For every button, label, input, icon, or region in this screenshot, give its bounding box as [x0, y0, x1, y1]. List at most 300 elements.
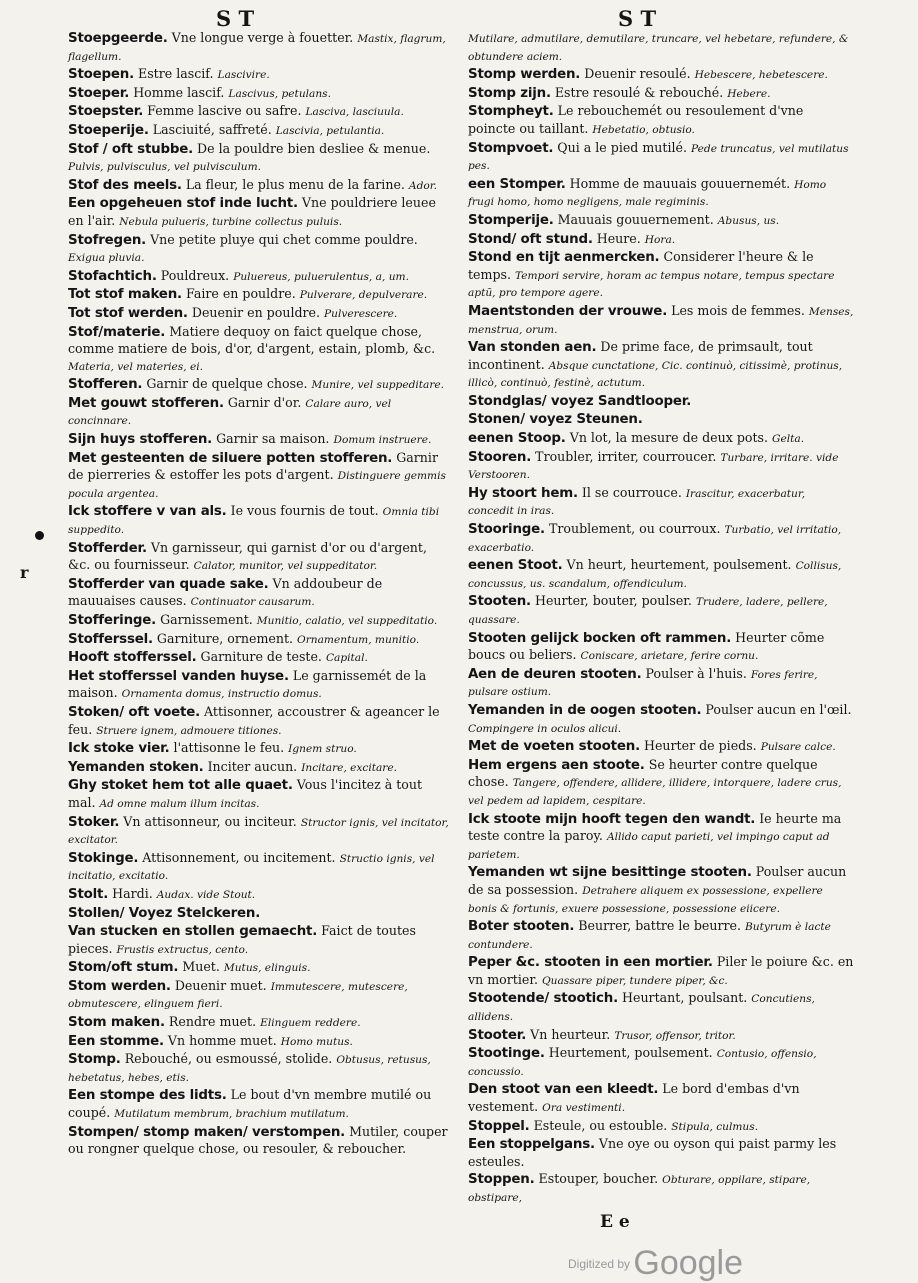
watermark-prefix: Digitized by [568, 1257, 631, 1271]
entry-headword: Stoeper. [68, 85, 130, 101]
entry-headword: Stoepgeerde. [68, 31, 168, 46]
entry-headword: Stom maken. [68, 1015, 165, 1031]
entry-french: Femme lascive ou safre. [147, 103, 302, 119]
entry-french: Poulser aucun de sa possession. [468, 864, 847, 897]
entry-french: Garnir de quelque chose. [146, 376, 308, 392]
dictionary-entry [468, 485, 854, 520]
entry-latin: Ador. [408, 179, 437, 192]
entry-latin: Structor ignis, vel incitator, excitator. [68, 816, 449, 847]
entry-french: Estre resoulé & rebouché. [554, 84, 724, 100]
entry-french: Il se courrouce. [581, 484, 682, 500]
entry-french: Garnir de pierreries & estoffer les pots d'argent. [68, 449, 438, 483]
entry-latin: Contusio, offensio, concussio. [468, 1048, 817, 1078]
entry-latin: Capital. [325, 652, 368, 665]
dictionary-entry [68, 450, 452, 503]
entry-headword: Maentstonden der vrouwe. [468, 303, 668, 319]
entry-headword: Stomp. [68, 1052, 121, 1068]
entry-headword: eenen Stoop. [468, 431, 566, 447]
entry-headword: Stond en tijt aenmercken. [468, 250, 660, 266]
entry-headword: Tot stof maken. [68, 287, 182, 303]
dictionary-entry [68, 959, 452, 977]
dictionary-entry [68, 649, 452, 667]
entry-headword: Stolt. [68, 886, 109, 902]
entry-headword: Stooren. [468, 449, 532, 465]
entry-latin: Mutilatum membrum, brachium mutilatum. [114, 1108, 349, 1121]
entry-french: Muet. [182, 959, 220, 975]
entry-latin: Distinguere gemmis pocula argentea. [68, 470, 446, 500]
entry-french: Ie heurte ma teste contre la paroy. [468, 810, 842, 844]
entry-headword: Met gouwt stofferen. [68, 395, 224, 411]
entry-latin: Audax. vide Stout. [156, 888, 256, 901]
entry-latin: Quassare piper, tundere piper, &c. [541, 974, 728, 987]
entry-headword: een Stomper. [468, 176, 566, 192]
entry-latin: Omnia tibi suppedito. [68, 506, 440, 537]
entry-headword: Stooringe. [468, 522, 545, 538]
entry-headword: Een stomme. [68, 1033, 164, 1049]
entry-headword: Stoepen. [68, 67, 135, 83]
entry-french: Vn heurt, heurtement, poulsement. [566, 557, 792, 573]
dictionary-entry [68, 668, 452, 703]
entry-french: Heurtant, poulsant. [622, 990, 748, 1006]
dictionary-entry [468, 1118, 854, 1136]
entry-latin: Abusus, us. [717, 214, 780, 227]
entry-headword: Stootende/ stootich. [468, 991, 618, 1007]
entry-french: Vn homme muet. [167, 1032, 277, 1048]
entry-headword: Sijn huys stofferen. [68, 432, 213, 448]
entry-latin: Munitio, calatio, vel suppeditatio. [256, 615, 438, 627]
entry-headword: Stollen/ Voyez Stelckeren. [68, 905, 261, 921]
entry-latin: Absque cunctatione, Cic. continuò, citissimè, protinus, illicò, continuò, festinè, actutum. [468, 359, 843, 390]
entry-french: Les mois de femmes. [671, 302, 805, 318]
dictionary-entry [68, 576, 452, 611]
dictionary-entry [468, 303, 854, 338]
entry-latin: Lascivire. [217, 69, 270, 82]
entry-latin: Turbatio, vel irritatio, exacerbatio. [468, 524, 842, 554]
entry-latin: Compingere in oculos alicui. [468, 722, 622, 735]
entry-headword: Yemanden in de oogen stooten. [468, 702, 702, 718]
dictionary-entry [468, 918, 854, 953]
dictionary-entry [68, 431, 452, 449]
dictionary-entry [468, 339, 854, 392]
entry-latin: Exigua pluvia. [68, 252, 145, 265]
entry-latin: Homo mutus. [280, 1035, 353, 1048]
dictionary-entry [468, 85, 854, 103]
entry-headword: Stoeperije. [68, 122, 149, 138]
entry-latin: Lasciva, lasciuula. [305, 106, 404, 119]
dictionary-entry [68, 886, 452, 904]
dictionary-entry [68, 850, 452, 885]
dictionary-entry [468, 1027, 854, 1045]
dictionary-entry [468, 521, 854, 556]
entry-french: Garnissement. [160, 612, 253, 627]
entry-french: Ie vous fournis de tout. [230, 503, 379, 519]
entry-headword: Stofferssel. [68, 631, 153, 647]
entry-french: Faire en pouldre. [185, 286, 296, 302]
dictionary-entry [68, 777, 452, 812]
dictionary-entry [468, 1081, 854, 1116]
entry-french: Considerer l'heure & le temps. [468, 249, 814, 282]
margin-mark: r [20, 563, 29, 582]
entry-french: La fleur, le plus menu de la farine. [185, 176, 405, 192]
entry-french: Beurrer, battre le beurre. [578, 918, 741, 934]
entry-headword: Ghy stoket hem tot alle quaet. [68, 778, 293, 794]
entry-latin: Elinguem reddere. [260, 1017, 361, 1030]
entry-french: Hardi. [112, 885, 153, 901]
entry-latin: Detrahere aliquem ex possessione, expellere bonis & fortunis, exuere possessione, possessione eiicere. [468, 884, 823, 915]
dictionary-entry [468, 30, 854, 65]
entry-headword: Stomperije. [468, 212, 554, 228]
entry-headword: Ick stoote mijn hooft tegen den wandt. [468, 811, 756, 827]
dictionary-entry [468, 212, 854, 230]
entry-headword: Tot stof werden. [68, 305, 188, 321]
watermark-brand: Google [633, 1244, 744, 1282]
entry-latin: Concutiens, allidens. [468, 993, 815, 1024]
signature-mark: E e [600, 1212, 630, 1232]
entry-headword: Stofachtich. [68, 268, 157, 284]
entry-headword: Stooten gelijck bocken oft rammen. [468, 630, 732, 646]
entry-latin: Domum instruere. [333, 434, 432, 447]
entry-headword: Stomp zijn. [468, 85, 551, 101]
entry-headword: Hooft stofferssel. [68, 650, 197, 666]
dictionary-entry [68, 978, 452, 1013]
entry-headword: Stof/materie. [68, 324, 166, 340]
entry-headword: Hem ergens aen stoote. [468, 757, 645, 773]
entry-french: Rebouché, ou esmoussé, stolide. [124, 1051, 333, 1067]
entry-headword: Stof / oft stubbe. [68, 141, 194, 157]
entry-latin: Ignem struo. [288, 743, 357, 756]
entry-headword: Ick stoffere v van als. [68, 504, 227, 520]
entry-headword: Een stompe des lidts. [68, 1088, 227, 1104]
right-column [468, 30, 854, 1208]
entry-french: Vous l'incitez à tout mal. [68, 777, 423, 810]
entry-latin: Obtusus, retusus, hebetatus, hebes, etis. [68, 1054, 431, 1084]
entry-latin: Ad omne malum illum incitas. [99, 797, 260, 810]
entry-headword: Stof des meels. [68, 177, 182, 193]
entry-french: Homme lascif. [133, 84, 225, 100]
dictionary-entry [68, 612, 452, 630]
entry-latin: Calare auro, vel concinnare. [68, 397, 392, 428]
entry-headword: Stompvoet. [468, 140, 554, 156]
entry-french: Vn heurteur. [530, 1026, 611, 1042]
dictionary-entry [468, 811, 854, 864]
dictionary-entry [68, 704, 452, 739]
entry-french: Qui a le pied mutilé. [557, 139, 687, 155]
entry-latin: Frustis extructus, cento. [116, 943, 249, 956]
entry-french: Heurter, bouter, poulser. [534, 593, 692, 609]
dictionary-entry [68, 232, 452, 267]
entry-latin: Structio ignis, vel incitatio, excitatio. [68, 852, 435, 883]
entry-headword: Yemanden wt sijne besittinge stooten. [468, 865, 752, 881]
entry-french: Estouper, boucher. [538, 1171, 659, 1187]
entry-headword: Een opgeheuen stof inde lucht. [68, 196, 298, 212]
entry-headword: Met de voeten stooten. [468, 739, 640, 755]
entry-french: Vn garnisseur, qui garnist d'or ou d'argent, &c. ou fournisseur. [68, 539, 427, 573]
entry-french: l'attisonne le feu. [173, 740, 285, 756]
entry-latin: Homo frugi homo, homo negligens, male regiminis. [468, 178, 827, 209]
entry-headword: Stoker. [68, 814, 120, 830]
entry-headword: Stofregen. [68, 232, 147, 248]
entry-french: Poulser à l'huis. [645, 665, 747, 681]
running-head-left: S T [216, 6, 255, 31]
dictionary-entry [68, 376, 452, 394]
entry-french: Deuenir en pouldre. [191, 304, 321, 320]
entry-headword: Stompheyt. [468, 104, 554, 120]
dictionary-entry [68, 1014, 452, 1032]
entry-headword: Stom/oft stum. [68, 960, 179, 976]
entry-latin: Ornamentum, munitio. [297, 633, 420, 646]
entry-latin: Pede truncatus, vel mutilatus pes. [468, 142, 849, 173]
entry-headword: Stokinge. [68, 850, 139, 866]
dictionary-entry [68, 103, 452, 121]
entry-headword: Stofferinge. [68, 613, 157, 628]
dictionary-entry [68, 286, 452, 304]
entry-latin: Menses, menstrua, orum. [468, 305, 854, 336]
entry-latin: Pulvis, pulvisculus, vel pulvisculum. [68, 161, 262, 174]
entry-latin: Fores ferire, pulsare ostium. [468, 668, 818, 699]
entry-headword: Stoppen. [468, 1172, 535, 1188]
entry-french: Heurtement, poulsement. [548, 1045, 713, 1061]
entry-headword: Stondglas/ voyez Sandtlooper. [468, 393, 692, 409]
entry-headword: Stomp werden. [468, 67, 581, 83]
entry-latin: Coniscare, arietare, ferire cornu. [580, 650, 759, 663]
entry-headword: eenen Stoot. [468, 558, 563, 574]
entry-latin: Ornamenta domus, instructio domus. [121, 688, 322, 701]
dictionary-entry [468, 140, 854, 175]
dictionary-entry [68, 1124, 452, 1158]
entry-headword: Stootinge. [468, 1046, 545, 1062]
dictionary-entry [68, 905, 452, 923]
dictionary-entry [68, 195, 452, 230]
entry-headword: Stonen/ voyez Steunen. [468, 412, 643, 428]
entry-french: Troublement, ou courroux. [548, 521, 721, 537]
entry-headword: Stooten. [468, 594, 531, 610]
entry-french: Heurter cõme boucs ou beliers. [468, 629, 825, 663]
entry-headword: Stoken/ oft voete. [68, 704, 201, 720]
entry-latin: Trudere, ladere, pellere, quassare. [468, 596, 828, 626]
dictionary-entry [68, 268, 452, 286]
entry-french: Deuenir muet. [174, 977, 267, 993]
entry-french: Faict de toutes pieces. [68, 923, 416, 956]
dictionary-entry [68, 141, 452, 176]
entry-latin: Trusor, offensor, tritor. [614, 1029, 736, 1042]
dictionary-entry [468, 666, 854, 701]
entry-latin: Tempori servire, horam ac tempus notare, tempus spectare aptũ, pro tempore agere. [468, 269, 835, 300]
entry-headword: Boter stooten. [468, 919, 575, 935]
dictionary-entry [468, 864, 854, 917]
entry-headword: Een stoppelgans. [468, 1137, 595, 1153]
entry-latin: Immutescere, mutescere, obmutescere, elinguem fieri. [68, 980, 408, 1011]
entry-latin: Mastix, flagrum, flagellum. [68, 33, 446, 63]
dictionary-entry [468, 103, 854, 138]
entry-headword: Stofferen. [68, 377, 143, 393]
entry-headword: Hy stoort hem. [468, 485, 578, 501]
entry-french: Vn attisonneur, ou inciteur. [123, 813, 297, 829]
dictionary-entry [68, 122, 452, 140]
dictionary-entry [68, 85, 452, 103]
entry-latin: Hebere. [727, 87, 771, 100]
left-column [68, 30, 452, 1159]
entry-latin: Pulverare, depulverare. [299, 289, 428, 302]
dictionary-entry [468, 593, 854, 628]
entry-french: Vne pouldriere leuee en l'air. [68, 195, 436, 228]
dictionary-entry [468, 249, 854, 302]
entry-french: Le rebouchemét ou resoulement d'vne poincte ou taillant. [468, 103, 804, 136]
entry-latin: Incitare, excitare. [301, 761, 398, 774]
entry-french: Heurter de pieds. [643, 738, 757, 754]
entry-latin: Obturare, oppilare, stipare, obstipare, [468, 1174, 811, 1204]
dictionary-entry [468, 1136, 854, 1170]
entry-headword: Stompen/ stomp maken/ verstompen. [68, 1124, 346, 1140]
entry-french: Inciter aucun. [207, 758, 298, 774]
entry-latin: Pulsare calce. [760, 741, 836, 754]
dictionary-entry [468, 738, 854, 756]
entry-headword: Stond/ oft stund. [468, 231, 593, 247]
entry-french: Vne petite pluye qui chet comme pouldre. [150, 231, 418, 247]
dictionary-entry [68, 30, 452, 65]
entry-headword: Het stofferssel vanden huyse. [68, 668, 289, 684]
dictionary-entry [68, 814, 452, 849]
dictionary-entry [68, 759, 452, 777]
entry-latin: Stipula, culmus. [671, 1120, 759, 1133]
entry-headword: Aen de deuren stooten. [468, 666, 642, 682]
entry-french: Mauuais gouuernement. [557, 211, 714, 227]
entry-headword: Stooter. [468, 1027, 527, 1043]
entry-french: Troubler, irriter, courroucer. [535, 448, 717, 464]
entry-latin: Tangere, offendere, allidere, illidere, intorquere, ladere crus, vel pedem ad lapidem, cespitare. [468, 777, 842, 807]
entry-latin: Mutus, elinguis. [223, 962, 311, 975]
entry-french: Attisonner, accoustrer & ageancer le feu. [68, 703, 440, 737]
dictionary-entry [68, 1087, 452, 1122]
entry-headword: Met gesteenten de siluere potten stofferen. [68, 450, 393, 466]
entry-headword: Yemanden stoken. [68, 759, 204, 775]
dictionary-entry [468, 1045, 854, 1080]
dictionary-entry [468, 1171, 854, 1206]
entry-latin: Collisus, concussus, us. scandalum, offendiculum. [468, 560, 842, 590]
entry-french: Garniture de teste. [200, 649, 322, 665]
dictionary-entry [468, 411, 854, 429]
dictionary-entry [468, 449, 854, 484]
entry-latin: Turbare, irritare. vide Verstooren. [468, 451, 839, 482]
entry-french: De prime face, de primsault, tout incontinent. [468, 339, 813, 372]
entry-french: Piler le poiure &c. en vn mortier. [468, 954, 854, 987]
dictionary-entry [68, 305, 452, 323]
entry-latin: Struere ignem, admouere titiones. [96, 724, 282, 737]
dictionary-entry [68, 923, 452, 958]
entry-french: Lasciuité, saffreté. [152, 121, 272, 137]
entry-french: Garnir sa maison. [216, 431, 330, 447]
entry-french: Vne oye ou oyson qui paist parmy les esteules. [468, 1136, 837, 1169]
dictionary-entry [468, 757, 854, 810]
entry-headword: Peper &c. stooten in een mortier. [468, 955, 713, 971]
entry-latin: Hebescere, hebetescere. [694, 69, 828, 82]
entry-latin: Gelta. [772, 433, 805, 446]
entry-latin: Nebula pulueris, turbine collectus puluis. [119, 215, 343, 228]
dictionary-entry [68, 503, 452, 538]
entry-french: Heure. [596, 230, 641, 246]
entry-french: Le bord d'embas d'vn vestement. [468, 1081, 800, 1115]
entry-french: Vne longue verge à fouetter. [171, 30, 354, 45]
entry-french: Estre lascif. [138, 66, 214, 82]
entry-headword: Stofferder. [68, 540, 147, 556]
entry-latin: Lascivus, petulans. [228, 87, 331, 100]
dictionary-entry [68, 1033, 452, 1051]
entry-headword: Van stucken en stollen gemaecht. [68, 924, 318, 940]
entry-latin: Hora. [644, 233, 676, 246]
entry-french: Deuenir resoulé. [584, 66, 691, 82]
entry-headword: Ick stoke vier. [68, 741, 170, 757]
entry-headword: Stom werden. [68, 978, 171, 994]
entry-headword: Van stonden aen. [468, 340, 597, 356]
entry-latin: Calator, munitor, vel suppeditator. [193, 560, 378, 573]
dictionary-entry [468, 630, 854, 665]
dictionary-entry [68, 1051, 452, 1086]
running-head-right: S T [618, 6, 657, 31]
dictionary-entry [68, 66, 452, 84]
dictionary-entry [68, 631, 452, 649]
entry-french: Esteule, ou estouble. [533, 1117, 668, 1133]
entry-headword: Den stoot van een kleedt. [468, 1082, 659, 1098]
entry-latin: Irascitur, exacerbatur, concedit in iras. [468, 487, 806, 518]
entry-french: De la pouldre bien desliee & menue. [197, 140, 431, 156]
entry-french: Rendre muet. [168, 1014, 257, 1030]
entry-latin: Butyrum è lacte contundere. [468, 921, 831, 951]
entry-headword: Stoppel. [468, 1118, 530, 1134]
dictionary-entry [468, 954, 854, 989]
entry-french: Vn lot, la mesure de deux pots. [569, 430, 769, 446]
dictionary-entry [68, 324, 452, 376]
entry-french: Vn addoubeur de mauuaises causes. [68, 575, 383, 609]
dictionary-entry [68, 177, 452, 195]
dictionary-entry [468, 990, 854, 1025]
entry-latin: Hebetatio, obtusio. [592, 123, 695, 136]
entry-latin: Allido caput parieti, vel impingo caput ad parietem. [468, 831, 830, 861]
entry-french: Pouldreux. [160, 267, 230, 283]
entry-latin: Mutilare, admutilare, demutilare, truncare, vel hebetare, refundere, & obtundere aciem. [468, 33, 849, 63]
entry-latin: Munire, vel suppeditare. [311, 379, 445, 392]
entry-headword: Stoepster. [68, 104, 144, 120]
entry-french: Homme de mauuais gouuernemét. [569, 175, 791, 191]
dictionary-entry [68, 740, 452, 758]
dictionary-entry [468, 66, 854, 84]
entry-latin: Materia, vel materies, ei. [68, 360, 204, 373]
dictionary-entry [468, 557, 854, 592]
dictionary-entry [468, 393, 854, 411]
entry-latin: Ora vestimenti. [542, 1102, 626, 1115]
ink-blot [35, 531, 44, 540]
entry-latin: Continuator causarum. [190, 596, 315, 609]
entry-headword: Stofferder van quade sake. [68, 576, 269, 592]
dictionary-entry [468, 176, 854, 211]
digitized-watermark [568, 1244, 743, 1283]
entry-french: Mutiler, couper ou rongner quelque chose, ou resouler, & reboucher. [68, 1123, 448, 1157]
dictionary-entry [468, 702, 854, 737]
dictionary-entry [468, 430, 854, 448]
entry-french: Se heurter contre quelque chose. [468, 756, 818, 790]
entry-latin: Puluereus, puluerulentus, a, um. [233, 270, 409, 283]
entry-french: Garnir d'or. [227, 394, 302, 410]
entry-french: Attisonnement, ou incitement. [142, 849, 336, 865]
entry-latin: Lascivia, petulantia. [275, 124, 385, 137]
dictionary-entry [68, 395, 452, 430]
entry-french: Le bout d'vn membre mutilé ou coupé. [68, 1087, 432, 1121]
dictionary-entry [68, 540, 452, 575]
entry-french: Le garnissemét de la maison. [68, 667, 427, 701]
dictionary-entry [468, 231, 854, 249]
entry-french: Matiere dequoy on faict quelque chose, comme matiere de bois, d'or, d'argent, estain, plomb, &c. [68, 323, 436, 357]
entry-french: Garniture, ornement. [156, 630, 294, 646]
entry-french: Poulser aucun en l'œil. [705, 701, 852, 717]
entry-latin: Pulverescere. [324, 307, 398, 320]
